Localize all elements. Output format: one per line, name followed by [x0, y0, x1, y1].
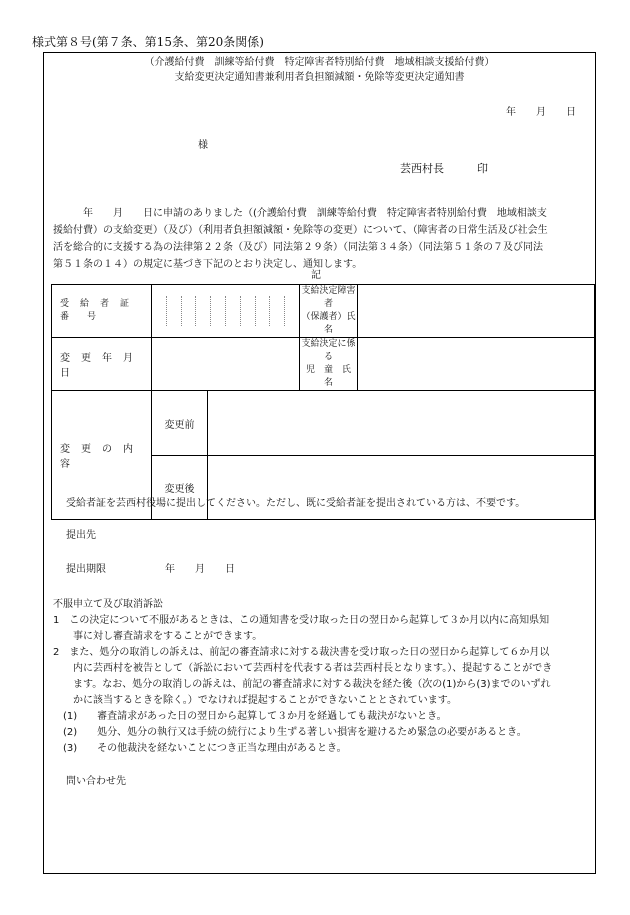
ki-marker: 記: [311, 270, 321, 281]
form-number-label: 様式第８号(第７条、第15条、第20条関係): [32, 35, 264, 49]
change-date-label: 変更年月日: [52, 338, 152, 391]
appeal-line: 内に芸西村を被告として（訴訟において芸西村を代表する者は芸西村長となります。）、提起することができ: [53, 663, 553, 674]
submission-notice: 受給者証を芸西村役場に提出してください。ただし、既に受給者証を提出されている方は、不要です。: [66, 498, 526, 509]
issuer-name: 芸西村長 印: [400, 162, 488, 175]
recipient-name-label: 支給決定障害者 （保護者）氏 名: [300, 285, 358, 338]
appeal-line: (1) 審査請求があった日の翌日から起算して３か月を経過しても裁決がないとき。: [53, 711, 447, 722]
body-line: 第５１条の１４）の規定に基づき下記のとおり決定し、通知します。: [53, 259, 363, 270]
addressee-suffix: 様: [198, 140, 208, 151]
submit-to-label: 提出先: [66, 530, 96, 541]
appeal-line: (3) その他裁決を経ないことにつき正当な理由があるとき。: [53, 743, 347, 754]
appeal-line: (2) 処分、処分の執行又は手続の続行により生ずる著しい損害を避けるため緊急の必要があるとき。: [53, 727, 527, 738]
deadline-date: 年 月 日: [165, 564, 235, 575]
appeal-line: 2 また、処分の取消しの訴えは、前記の審査請求に対する裁決書を受け取った日の翌日から起算して６か月以: [53, 647, 550, 658]
appeal-line: 1 この決定について不服があるときは、この通知書を受け取った日の翌日から起算して３か月以内に高知県知: [53, 615, 550, 626]
change-content-label: 変更の内容: [52, 391, 152, 520]
contact-label: 問い合わせ先: [66, 776, 126, 787]
child-name-label: 支給決定に係る 児 童 氏 名: [300, 338, 358, 391]
issue-date: 年 月 日: [506, 107, 576, 118]
title-line-1: （介護給付費 訓練等給付費 特定障害者特別給付費 地域相談支援給付費）: [144, 57, 495, 68]
appeal-heading: 不服申立て及び取消訴訟: [53, 599, 163, 610]
before-field[interactable]: [208, 391, 595, 456]
recipient-name-field[interactable]: [358, 285, 595, 338]
before-label: 変更前: [152, 391, 208, 456]
body-paragraph: [53, 205, 548, 273]
appeal-line: 事に対し審査請求をすることができます。: [53, 631, 263, 642]
appeal-items: [53, 613, 552, 757]
appeal-line: かに該当するときを除く。）でなければ提起することができないこととされています。: [53, 695, 457, 706]
recipient-number-label: 受給者証 番 号: [52, 285, 152, 338]
recipient-number-field[interactable]: [152, 285, 300, 338]
deadline-label: 提出期限: [66, 564, 106, 575]
decision-table: [51, 284, 595, 520]
title-line-2: 支給変更決定通知書兼利用者負担額減額・免除等変更決定通知書: [174, 72, 465, 83]
body-line: 援給付費）の支給変更）（及び）（利用者負担額減額・免除等の変更）について、（障害者の日常生活及び社会生: [53, 225, 548, 236]
change-date-field[interactable]: [152, 338, 300, 391]
body-line: 年 月 日に申請のありました（(介護給付費 訓練等給付費 特定障害者特別給付費 地域相談支: [53, 208, 547, 219]
after-label: 変更後: [152, 456, 208, 520]
appeal-line: ます。なお、処分の取消しの訴えは、前記の審査請求に対する裁決を経た後（次の(1)から(3)までのいずれ: [53, 679, 551, 690]
child-name-field[interactable]: [358, 338, 595, 391]
body-line: 活を総合的に支援する為の法律第２２条（及び）同法第２９条）（同法第３４条）（同法第５１条の７及び同法: [53, 242, 543, 253]
